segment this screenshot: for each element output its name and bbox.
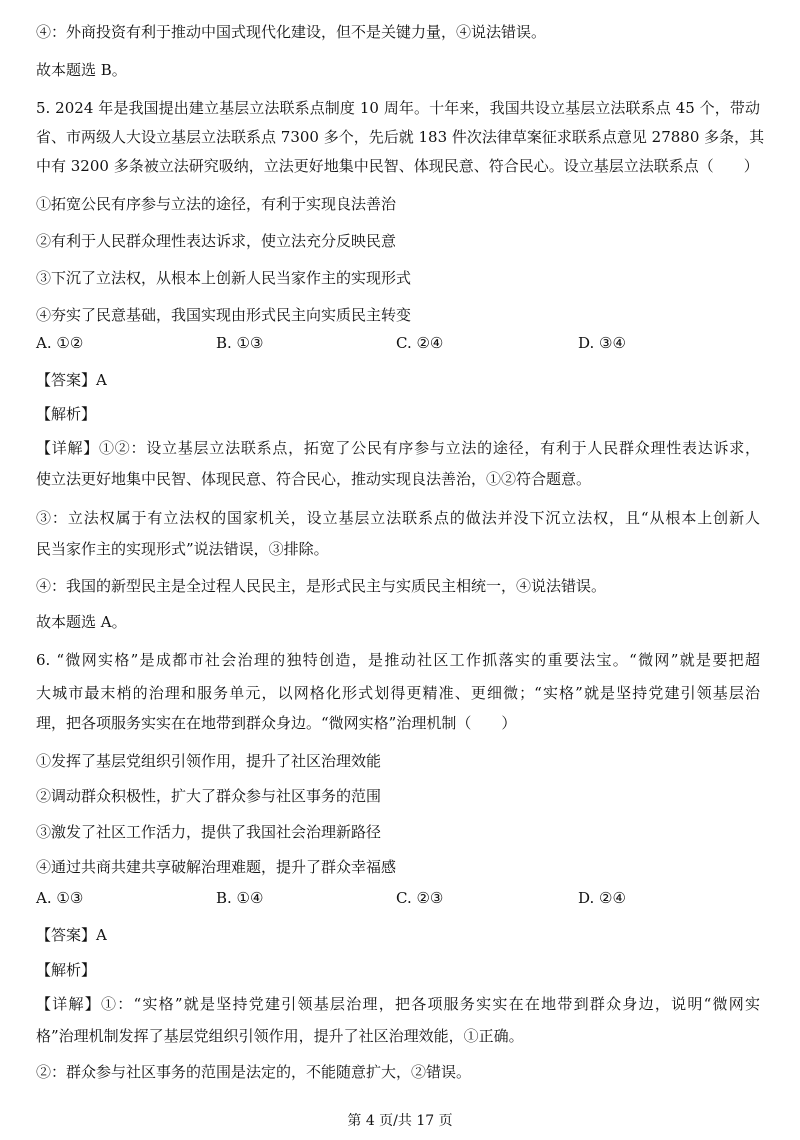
page-number-footer: 第 4 页/共 17 页 — [347, 1113, 453, 1129]
q6-analysis-heading: 【解析】 — [36, 961, 97, 979]
q5-statement-3: ③下沉了立法权，从根本上创新人民当家作主的实现形式 — [36, 269, 412, 287]
q6-detail-line2: 格”治理机制发挥了基层党组织引领作用，提升了社区治理效能，①正确。 — [36, 1027, 524, 1045]
q5-analysis-heading: 【解析】 — [36, 405, 97, 423]
q6-statement-3: ③激发了社区工作活力，提供了我国社会治理新路径 — [36, 823, 382, 841]
q4-conclusion: 故本题选 B。 — [36, 61, 127, 79]
q6-statement-1: ①发挥了基层党组织引领作用，提升了社区治理效能 — [36, 752, 382, 770]
q6-option-d: D. ②④ — [578, 889, 626, 907]
q6-stem-line3: 理，把各项服务实实在在地带到群众身边。“微网实格”治理机制（ ） — [36, 714, 517, 732]
q6-option-b: B. ①④ — [216, 889, 264, 907]
q5-options — [36, 333, 760, 353]
q6-detail-line1: 【详解】①：“实格”就是坚持党建引领基层治理，把各项服务实实在在地带到群众身边，说明“微网实 — [36, 995, 760, 1013]
q5-statement-2: ②有利于人民群众理性表达诉求，使立法充分反映民意 — [36, 232, 397, 250]
q5-option-d: D. ③④ — [578, 334, 626, 352]
q5-statement-4: ④夯实了民意基础，我国实现由形式民主向实质民主转变 — [36, 306, 412, 324]
q6-statement-4: ④通过共商共建共享破解治理难题，提升了群众幸福感 — [36, 858, 397, 876]
q5-answer: 【答案】A — [36, 371, 107, 389]
q5-option-c: C. ②④ — [396, 334, 444, 352]
q6-option-a: A. ①③ — [36, 889, 84, 907]
q5-detail-line5: ④：我国的新型民主是全过程人民民主，是形式民主与实质民主相统一，④说法错误。 — [36, 577, 607, 595]
q5-detail-line3: ③：立法权属于有立法权的国家机关，设立基层立法联系点的做法并没下沉立法权，且“从根本上创新人 — [36, 509, 760, 527]
q6-detail-line3: ②：群众参与社区事务的范围是法定的，不能随意扩大，②错误。 — [36, 1063, 472, 1081]
q5-option-b: B. ①③ — [216, 334, 264, 352]
q5-detail-line1: 【详解】①②：设立基层立法联系点，拓宽了公民有序参与立法的途径，有利于人民群众理性表达诉求， — [36, 439, 760, 457]
q5-stem-line2: 省、市两级人大设立基层立法联系点 7300 多个，先后就 183 件次法律草案征求联系点意见 27880 多条，其 — [36, 128, 765, 146]
q6-stem-line2: 大城市最末梢的治理和服务单元，以网格化形式划得更精准、更细微；“实格”就是坚持党建引领基层治 — [36, 684, 760, 702]
q4-analysis-item4: ④：外商投资有利于推动中国式现代化建设，但不是关键力量，④说法错误。 — [36, 23, 547, 41]
q6-stem-line1: 6. “微网实格”是成都市社会治理的独特创造，是推动社区工作抓落实的重要法宝。“微网”就是要把超 — [36, 651, 760, 669]
q5-statement-1: ①拓宽公民有序参与立法的途径，有利于实现良法善治 — [36, 195, 397, 213]
q5-option-a: A. ①② — [36, 334, 84, 352]
q6-answer: 【答案】A — [36, 926, 107, 944]
q5-detail-line2: 使立法更好地集中民智、体现民意、符合民心，推动实现良法善治，①②符合题意。 — [36, 470, 592, 488]
q6-option-c: C. ②③ — [396, 889, 444, 907]
q5-detail-line4: 民当家作主的实现形式”说法错误，③排除。 — [36, 540, 329, 558]
q5-conclusion: 故本题选 A。 — [36, 613, 127, 631]
q5-stem-line1: 5. 2024 年是我国提出建立基层立法联系点制度 10 周年。十年来，我国共设立基层立法联系点 45 个，带动 — [36, 99, 760, 117]
q5-stem-line3: 中有 3200 多条被立法研究吸纳，立法更好地集中民智、体现民意、符合民心。设立基层立法联系点（ ） — [36, 157, 759, 175]
q6-options — [36, 888, 760, 908]
q6-statement-2: ②调动群众积极性，扩大了群众参与社区事务的范围 — [36, 787, 382, 805]
